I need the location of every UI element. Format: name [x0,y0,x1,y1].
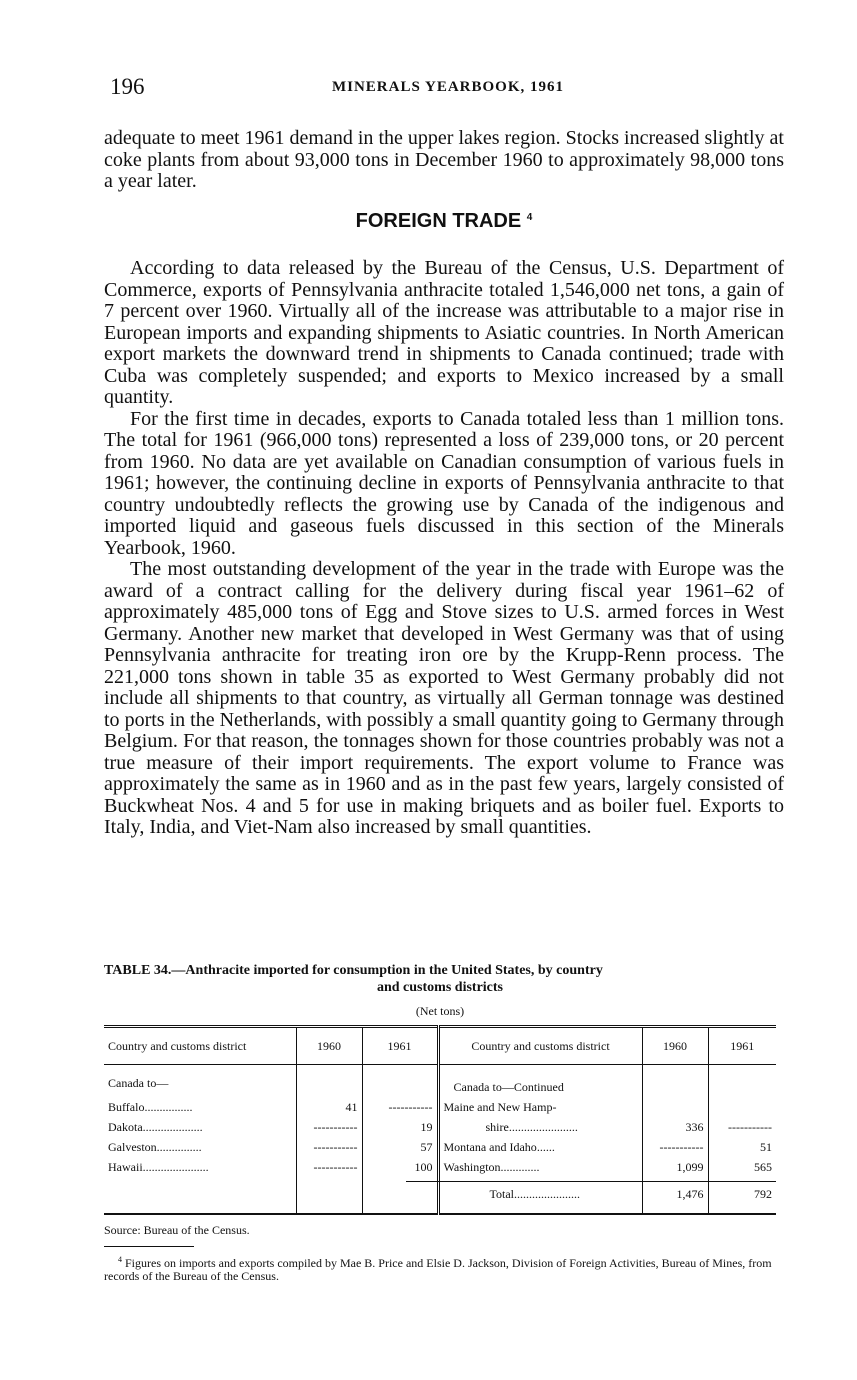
paragraph-exports-overview: According to data released by the Bureau of the Census, U.S. Department of Commerce, exports of Pennsylvania anthracite totaled 1,546,000 net tons, a gain of 7 percent over 1960. Virtually all of the increase was attributable to a major rise in European imports and expanding shipments to Asiatic countries. In North American export markets the downward trend in shipments to Canada continued; trade with Cuba was completely suspended; and exports to Mexico increased by a small quantity. [104,257,784,408]
page-number: 196 [110,74,145,99]
intro-paragraph-block [104,128,784,193]
cell-galveston-1961: 57 [362,1137,438,1157]
table-row: Galveston............... ----------- 57 Montana and Idaho...... ----------- 51 [104,1137,776,1157]
table-header-row [104,1027,776,1065]
foreign-trade-text [104,258,784,839]
footnote-divider [104,1246,194,1247]
table-units: (Net tons) [415,1004,465,1018]
row-label-hawaii: Hawaii...................... [104,1157,296,1214]
row-label-galveston: Galveston............... [104,1137,296,1157]
table-row [104,1097,776,1117]
section-title: FOREIGN TRADE [355,210,522,232]
col-header-country-left: Country and customs district [104,1027,296,1065]
row-label-montana: Montana and Idaho...... [438,1137,642,1157]
row-label-total: Total...................... [406,1181,642,1200]
table-caption-line1: TABLE 34.—Anthracite imported for consumption in the United States, by country [104,963,603,978]
section-heading [104,210,784,233]
col-header-1960-left: 1960 [296,1027,362,1065]
table-source: Source: Bureau of the Census. [104,1223,250,1237]
cell-buffalo-1961: ----------- [362,1097,438,1117]
table-caption [104,962,776,996]
cell-montana-1961: 51 [760,1140,772,1154]
col-header-country-right: Country and customs district [438,1027,642,1065]
running-head: MINERALS YEARBOOK, 1961 [331,79,565,95]
table-caption-line2: and customs districts [376,980,503,995]
row-label-maine-line1: Maine and New Hamp- [438,1097,642,1117]
cell-hawaii-1961: 100 [362,1157,438,1214]
table-34 [104,962,776,1283]
imports-table [104,1025,776,1215]
footnote-text: Figures on imports and exports compiled by Mae B. Price and Elsie D. Jackson, Division of Foreign Activities, Bureau of Mines, from records of the Bureau of the Census. [104,1256,772,1283]
col-header-1960-right: 1960 [642,1027,708,1065]
cell-buffalo-1960: 41 [296,1097,362,1117]
row-label-dakota: Dakota.................... [104,1117,296,1137]
col-header-1961-right: 1961 [708,1027,776,1065]
cell-dakota-1961: 19 [362,1117,438,1137]
footnote-marker: 4 [118,1255,122,1264]
table-row: Dakota.................... ----------- 19 shire....................... 336 ----------- [104,1117,776,1137]
cell-total-1960: 1,476 [643,1181,708,1200]
cell-washington-1961: 565 792 [708,1157,776,1214]
row-label-buffalo: Buffalo................ [104,1097,296,1117]
table-row [104,1065,776,1098]
table-row: Hawaii...................... ----------- 100 Washington............. Total...................... 1,099 1,476 565 792 [104,1157,776,1214]
row-label-washington: Washington............. Total...................... [438,1157,642,1214]
page-header [104,74,784,106]
footnote-ref: 4 [526,212,533,223]
group-label-left: Canada to— [104,1065,296,1098]
row-label-maine-line2: shire....................... [438,1117,642,1137]
cell-washington-1960: 1,099 1,476 [642,1157,708,1214]
col-header-1961-left: 1961 [362,1027,438,1065]
paragraph-canada-exports: For the first time in decades, exports to Canada totaled less than 1 million tons. The total for 1961 (966,000 tons) represented a loss of 239,000 tons, or 20 percent from 1960. No data are yet available on Canadian consumption of various fuels in 1961; however, the continuing decline in exports of Pennsylvania anthracite to that country undoubtedly reflects the growing use by Canada of the indigenous and imported liquid and gaseous fuels discussed in this section of the Minerals Yearbook, 1960. [104,407,784,559]
intro-paragraph: adequate to meet 1961 demand in the upper lakes region. Stocks increased slightly at coke plants from about 93,000 tons in December 1960 to approximately 98,000 tons a year later. [104,127,784,192]
group-label-right: Canada to—Continued [438,1065,642,1098]
cell-total-1961: 792 [709,1181,777,1200]
cell-maine-1960: 336 [642,1117,708,1137]
footnote [104,1253,776,1283]
paragraph-europe-trade: The most outstanding development of the year in the trade with Europe was the award of a contract calling for the delivery during fiscal year 1961–62 of approximately 485,000 tons of Egg and Stove sizes to U.S. armed forces in West Germany. Another new market that developed in West Germany was that of using Pennsylvania anthracite for treating iron ore by the Krupp-Renn process. The 221,000 tons shown in table 35 as exported to West Germany probably did not include all shipments to that country, as virtually all German tonnage was destined to ports in the Netherlands, with possibly a small quantity going to Germany through Belgium. For that reason, the tonnages shown for those countries probably was not a true measure of their import requirements. The export volume to France was approximately the same as in 1960 and as in the past few years, largely consisted of Buckwheat Nos. 4 and 5 for use in making briquets and as boiler fuel. Exports to Italy, India, and Viet-Nam also increased by small quantities. [104,558,784,838]
